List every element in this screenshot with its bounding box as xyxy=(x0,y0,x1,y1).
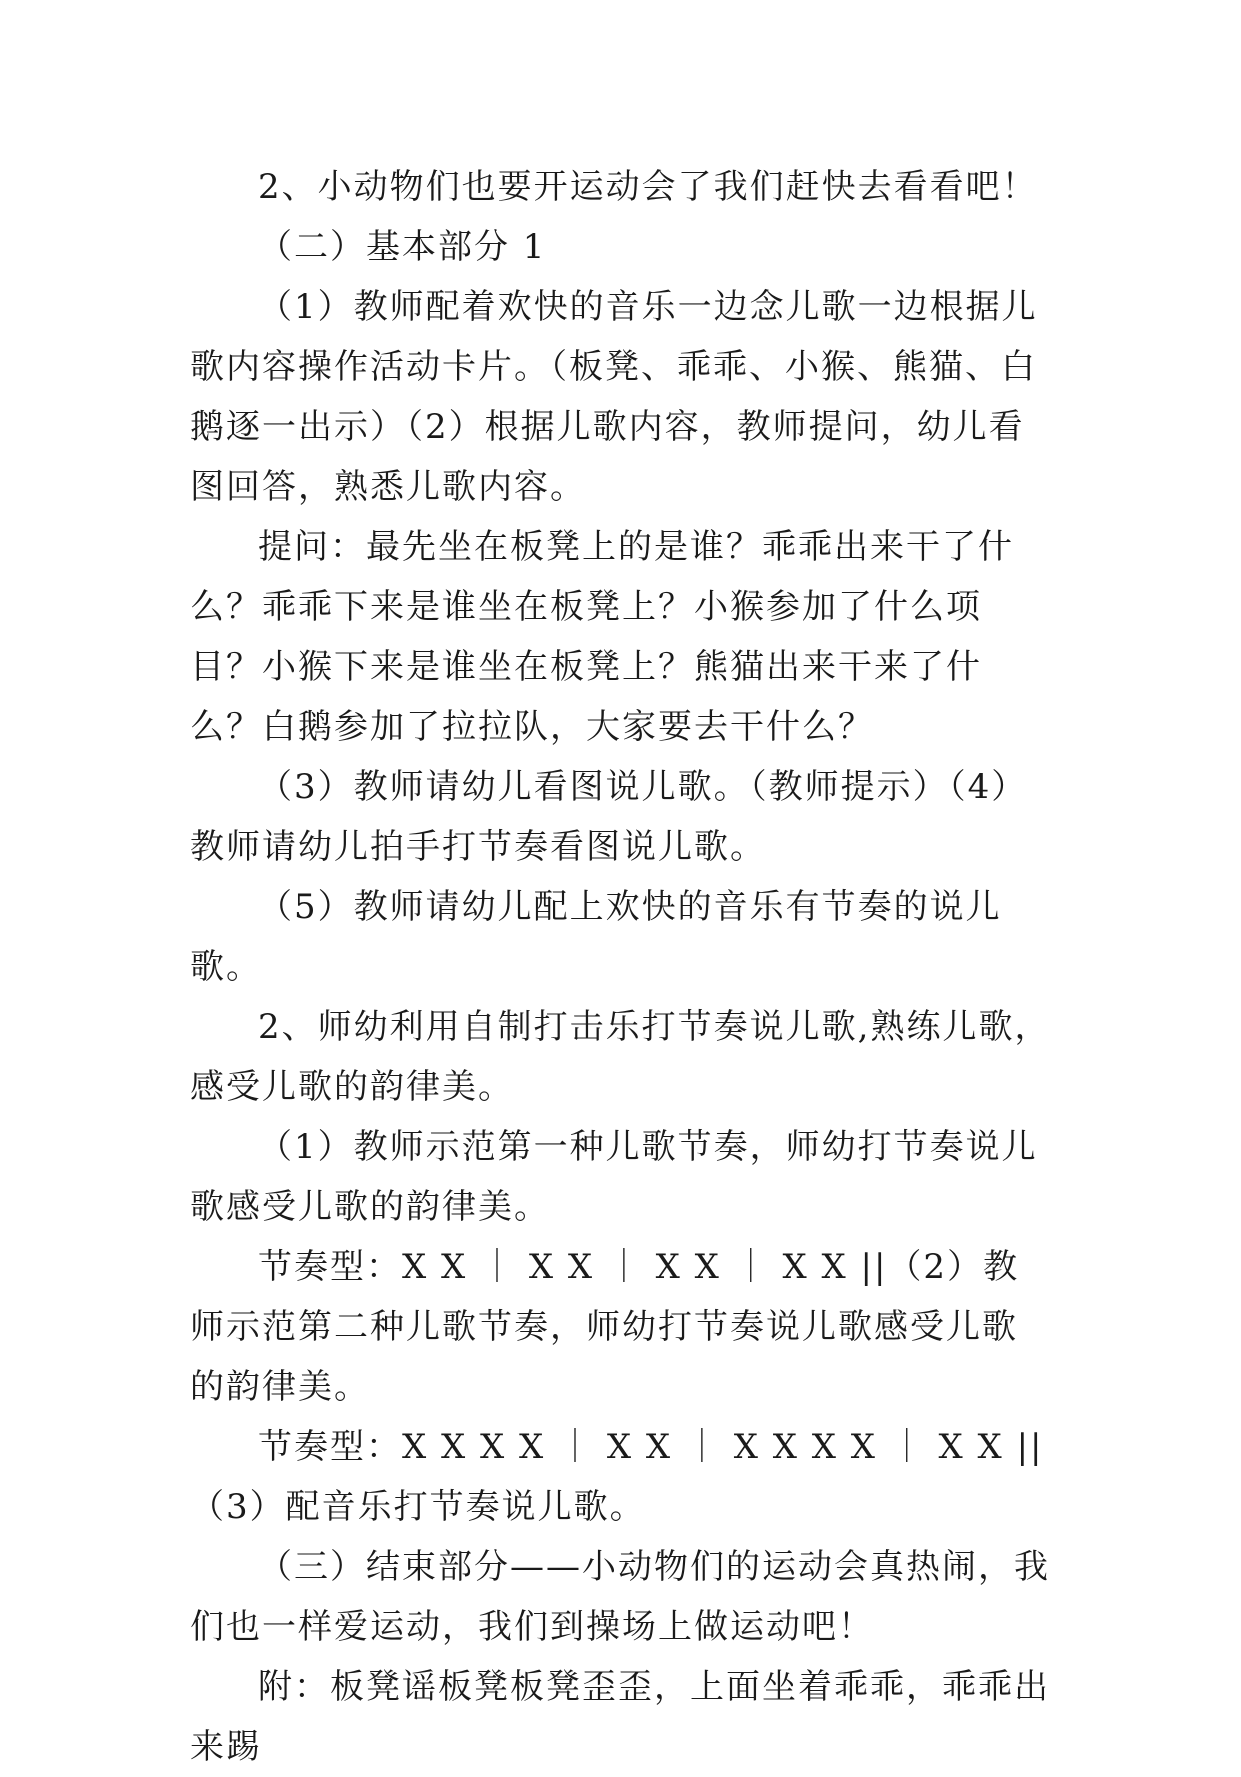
document-body xyxy=(190,157,1052,1777)
paragraph-intro-2: 2、小动物们也要开运动会了我们赶快去看看吧！ xyxy=(258,167,1038,207)
paragraph-percussion: 2、师幼利用自制打击乐打节奏说儿歌,熟练儿歌，感受儿歌的韵律美。 xyxy=(190,1007,1051,1107)
paragraph-step-3: （3）教师请幼儿看图说儿歌。（教师提示）（4）教师请幼儿拍手打节奏看图说儿歌。 xyxy=(190,767,1028,867)
section-heading-ending-part: （三）结束部分——小动物们的运动会真热闹，我们也一样爱运动，我们到操场上做运动吧！ xyxy=(190,1547,1050,1647)
paragraph-appendix-song: 附：板凳谣板凳板凳歪歪，上面坐着乖乖，乖乖出来踢 xyxy=(190,1667,1050,1767)
section-heading-basic-part: （二）基本部分 1 xyxy=(258,227,547,267)
paragraph-step-1: （1）教师配着欢快的音乐一边念儿歌一边根据儿歌内容操作活动卡片。（板凳、乖乖、小猴、熊猫、白鹅逐一出示）（2）根据儿歌内容，教师提问，幼儿看图回答，熟悉儿歌内容。 xyxy=(190,287,1038,507)
paragraph-rhythm-pattern-2: 节奏型：X X X X ｜ X X ｜ X X X X ｜ X X ||（3）配音乐打节奏说儿歌。 xyxy=(190,1427,1044,1527)
paragraph-questions: 提问：最先坐在板凳上的是谁？乖乖出来干了什么？乖乖下来是谁坐在板凳上？小猴参加了什么项目？小猴下来是谁坐在板凳上？熊猫出来干来了什么？白鹅参加了拉拉队，大家要去干什么？ xyxy=(190,527,1014,747)
paragraph-step-5: （5）教师请幼儿配上欢快的音乐有节奏的说儿歌。 xyxy=(190,887,1002,987)
paragraph-rhythm-demo-1: （1）教师示范第一种儿歌节奏，师幼打节奏说儿歌感受儿歌的韵律美。 xyxy=(190,1127,1038,1227)
paragraph-rhythm-pattern-1: 节奏型：X X ｜ X X ｜ X X ｜ X X ||（2）教师示范第二种儿歌节奏，师幼打节奏说儿歌感受儿歌的韵律美。 xyxy=(190,1247,1020,1407)
